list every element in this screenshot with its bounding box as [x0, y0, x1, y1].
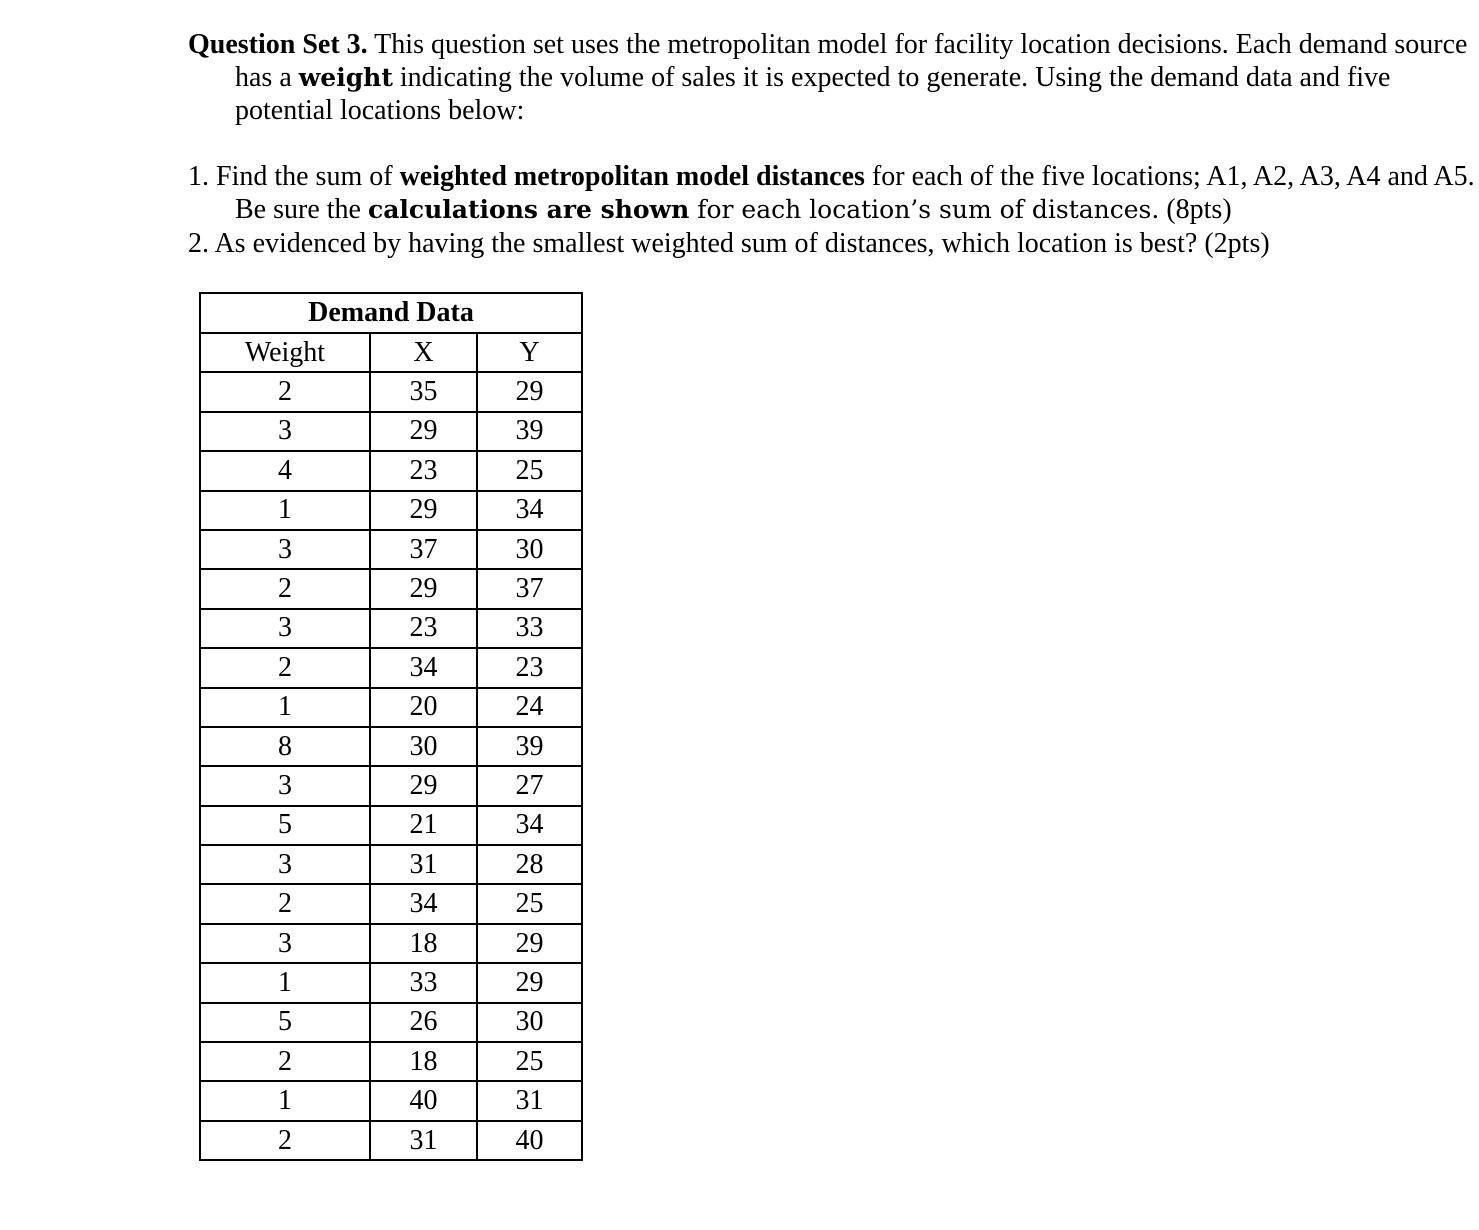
cell-x: 26 [370, 1003, 477, 1042]
cell-weight: 5 [200, 806, 370, 845]
q1-text-b: for each of the five locations; A1, A2, A3, A4 and A5. Be sure the [235, 161, 1475, 225]
table-row [200, 688, 582, 727]
cell-weight: 3 [200, 609, 370, 648]
cell-x: 18 [370, 1042, 477, 1081]
cell-x: 29 [370, 569, 477, 608]
table-row [200, 530, 582, 569]
cell-y: 24 [477, 688, 582, 727]
table-row [200, 569, 582, 608]
header-weight: Weight [200, 333, 370, 372]
cell-y: 25 [477, 1042, 582, 1081]
cell-y: 29 [477, 963, 582, 1002]
table-row [200, 1081, 582, 1120]
question-set-intro [188, 28, 1479, 127]
cell-y: 34 [477, 806, 582, 845]
header-y: Y [477, 333, 582, 372]
question-2: 2. As evidenced by having the smallest weighted sum of distances, which location is best? (2pts) [188, 228, 1270, 259]
cell-weight: 2 [200, 569, 370, 608]
cell-y: 29 [477, 924, 582, 963]
intro-text-b: indicating the volume of sales it is expected to generate. Using the demand data and five potential locations below: [235, 62, 1391, 126]
intro-text-a: This question set uses the metropolitan model for facility location decisions. Each demand source has a [235, 29, 1468, 93]
cell-y: 40 [477, 1121, 582, 1160]
cell-weight: 3 [200, 766, 370, 805]
cell-x: 30 [370, 727, 477, 766]
cell-y: 25 [477, 451, 582, 490]
cell-x: 40 [370, 1081, 477, 1120]
cell-x: 33 [370, 963, 477, 1002]
table-row [200, 1003, 582, 1042]
cell-x: 23 [370, 609, 477, 648]
cell-weight: 2 [200, 1121, 370, 1160]
table-row [200, 884, 582, 923]
cell-weight: 2 [200, 648, 370, 687]
cell-weight: 3 [200, 924, 370, 963]
table-row [200, 924, 582, 963]
cell-weight: 1 [200, 491, 370, 530]
table-row [200, 451, 582, 490]
table-header-row [200, 333, 582, 372]
cell-weight: 1 [200, 688, 370, 727]
cell-x: 20 [370, 688, 477, 727]
header-x: X [370, 333, 477, 372]
cell-y: 30 [477, 1003, 582, 1042]
cell-x: 29 [370, 491, 477, 530]
table-body [200, 372, 582, 1160]
cell-weight: 3 [200, 845, 370, 884]
table-row [200, 845, 582, 884]
q1-text-a: 1. Find the sum of [188, 161, 400, 192]
cell-weight: 3 [200, 412, 370, 451]
cell-x: 29 [370, 412, 477, 451]
table-row [200, 1042, 582, 1081]
demand-data-table [199, 292, 583, 1161]
cell-y: 28 [477, 845, 582, 884]
q1-bold-b: calculations are shown [367, 195, 690, 224]
cell-weight: 2 [200, 372, 370, 411]
table-row [200, 766, 582, 805]
cell-weight: 1 [200, 1081, 370, 1120]
table-row [200, 806, 582, 845]
cell-x: 35 [370, 372, 477, 411]
cell-weight: 2 [200, 1042, 370, 1081]
question-set-label: Question Set 3. [188, 29, 368, 60]
cell-x: 29 [370, 766, 477, 805]
cell-x: 31 [370, 1121, 477, 1160]
question-1 [188, 160, 1479, 226]
cell-weight: 5 [200, 1003, 370, 1042]
cell-weight: 2 [200, 884, 370, 923]
cell-x: 34 [370, 648, 477, 687]
cell-weight: 8 [200, 727, 370, 766]
cell-y: 25 [477, 884, 582, 923]
cell-x: 23 [370, 451, 477, 490]
q1-text-d: (8pts) [1159, 194, 1232, 225]
table-row [200, 609, 582, 648]
table-row [200, 963, 582, 1002]
cell-x: 37 [370, 530, 477, 569]
table-row [200, 1121, 582, 1160]
q1-text-c: for each location’s sum of distances. [689, 195, 1160, 224]
cell-x: 34 [370, 884, 477, 923]
cell-weight: 1 [200, 963, 370, 1002]
table-row [200, 648, 582, 687]
cell-x: 21 [370, 806, 477, 845]
cell-y: 39 [477, 727, 582, 766]
table-row [200, 727, 582, 766]
table-row [200, 372, 582, 411]
cell-y: 29 [477, 372, 582, 411]
intro-bold-weight: weight [298, 63, 393, 92]
cell-y: 23 [477, 648, 582, 687]
cell-y: 30 [477, 530, 582, 569]
cell-y: 34 [477, 491, 582, 530]
cell-y: 33 [477, 609, 582, 648]
table-title: Demand Data [200, 293, 582, 333]
cell-weight: 4 [200, 451, 370, 490]
table-title-row [200, 293, 582, 333]
cell-y: 31 [477, 1081, 582, 1120]
cell-y: 37 [477, 569, 582, 608]
cell-x: 18 [370, 924, 477, 963]
cell-y: 39 [477, 412, 582, 451]
table-row [200, 491, 582, 530]
cell-x: 31 [370, 845, 477, 884]
q1-bold-a: weighted metropolitan model distances [399, 161, 865, 192]
cell-y: 27 [477, 766, 582, 805]
cell-weight: 3 [200, 530, 370, 569]
table-row [200, 412, 582, 451]
